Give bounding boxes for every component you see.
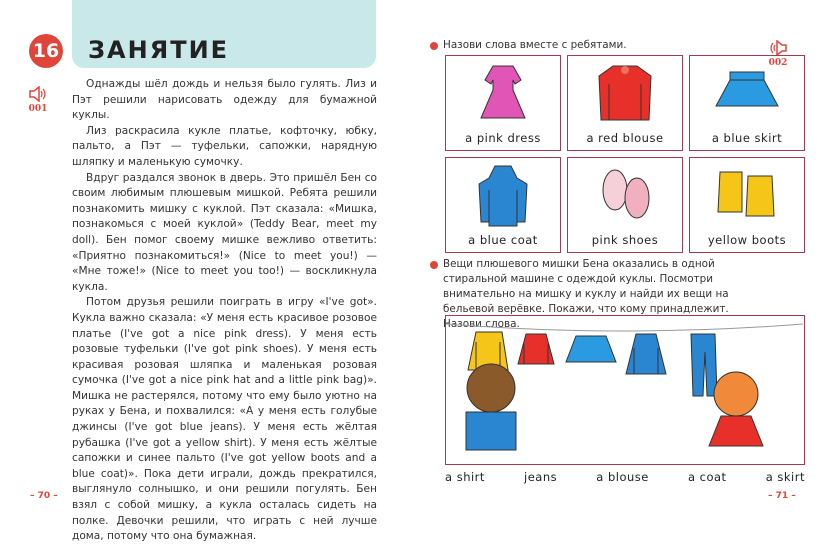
story-text	[72, 77, 377, 545]
audio-button-001[interactable]	[28, 86, 48, 114]
clothesline-illustration	[446, 316, 803, 463]
story-paragraph: Лиз раскрасила кукле платье, кофточку, юбку, пальто, а Пэт — туфельки, сапожки, нарядную шляпку и маленькую сумочку.	[72, 124, 377, 168]
audio-track-number: 002	[768, 58, 788, 68]
story-paragraph: Однажды шёл дождь и нельзя было гулять. Лиз и Пэт решили нарисовать одежду для бумажной куклы.	[72, 78, 377, 122]
boots-icon	[714, 164, 780, 226]
coat-icon	[473, 164, 533, 230]
jeans-icon	[691, 334, 717, 396]
teddy-bear	[467, 364, 515, 412]
speaker-icon	[28, 86, 48, 102]
coat-icon	[626, 334, 666, 374]
audio-track-number: 001	[28, 104, 48, 114]
speaker-icon	[768, 40, 788, 56]
card-blue-coat[interactable]: a blue coat	[445, 157, 561, 253]
doll	[714, 372, 758, 416]
lesson-title: ЗАНЯТИЕ	[88, 36, 230, 64]
card-yellow-boots[interactable]: yellow boots	[689, 157, 805, 253]
blouse-icon	[593, 62, 657, 124]
card-pink-dress[interactable]: a pink dress	[445, 55, 561, 151]
lesson-number-badge: 16	[29, 34, 63, 68]
card-pink-shoes[interactable]: pink shoes	[567, 157, 683, 253]
card-blue-skirt[interactable]: a blue skirt	[689, 55, 805, 151]
label-blouse: a blouse	[596, 470, 649, 484]
page-number-left: – 70 –	[30, 491, 58, 501]
label-jeans: jeans	[524, 470, 558, 484]
task-instruction-1: Назови слова вместе с ребятами.	[430, 38, 627, 53]
label-skirt: a skirt	[765, 470, 805, 484]
task-instruction-2: Вещи плюшевого мишки Бена оказались в одной стиральной машине с одеждой куклы. Посмотри внимательно на мишку и куклу и найди их вещи на бельевой верёвке. Покажи, что кому принадлежит. Назови слова.	[430, 257, 770, 332]
label-shirt: a shirt	[445, 470, 485, 484]
story-paragraph: Вдруг раздался звонок в дверь. Это пришёл Бен со своим любимым плюшевым мишкой. Ребята решили познакомить мишку с куклой. Пэт сказала: «Мишка, познакомься с моей куклой» (Teddy Bear, meet my doll). Бен помог своему мишке вежливо ответить: «Приятно познакомиться!» (Nice to meet you!) — «Мне тоже!» (Nice to meet you too!) — воскликнула кукла.	[72, 171, 377, 293]
skirt-icon	[712, 62, 782, 124]
skirt-icon	[566, 336, 616, 362]
clothesline-picture	[445, 315, 805, 465]
vocabulary-cards	[445, 55, 805, 253]
page-number-right: – 71 –	[768, 491, 796, 501]
card-red-blouse[interactable]: a red blouse	[567, 55, 683, 151]
dress-icon	[473, 62, 533, 124]
clothesline-labels	[445, 470, 805, 484]
blouse-icon	[518, 334, 554, 364]
shoes-icon	[593, 164, 657, 226]
label-coat: a coat	[687, 470, 727, 484]
story-paragraph: Потом друзья решили поиграть в игру «I've got». Кукла важно сказала: «У меня есть красивое розовое платье (I've got a nice pink dress). У меня есть розовые туфельки (I've got pink shoes). У меня есть красивая розовая шляпка и маленькая розовая сумочка (I've got a nice pink hat and a little pink bag)». Мишка не растерялся, потому что ему было уютно на руках у Бена, и похвалился: «А у меня есть голубые джинсы (I've got blue jeans). У меня есть жёлтая рубашка (I've got a yellow shirt). У меня есть жёлтые сапожки и синее пальто (I've got yellow boots and a blue coat)». Пока дети играли, дождь прекратился, выглянуло солнышко, и они решили погулять. Бен взял с собой мишку, а кукла осталась сидеть на полке. Девочки решили, что играть с ней лучше дома, потому что она бумажная.	[72, 296, 377, 543]
